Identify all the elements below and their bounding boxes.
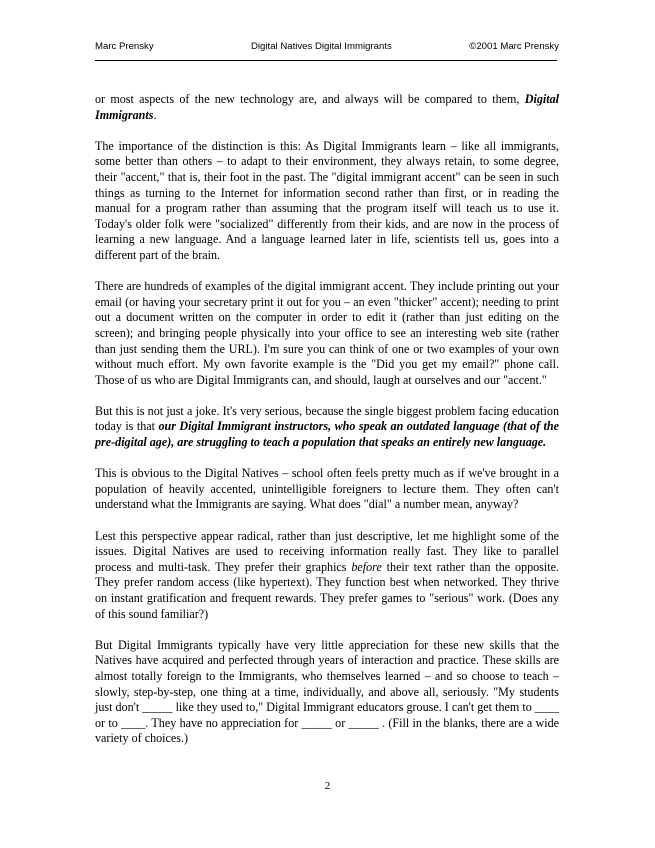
- header-copyright: ©2001 Marc Prensky: [469, 41, 559, 52]
- document-body: [95, 92, 559, 763]
- paragraph-1-text: or most aspects of the new technology are, and always will be compared to them,: [95, 92, 525, 106]
- paragraph-6-emphasis: before: [351, 559, 382, 574]
- paragraph-4: [95, 404, 559, 451]
- paragraph-2: The importance of the distinction is this: As Digital Immigrants learn – like all immigrants, some better than others – to adapt to their environment, they always retain, to some degree, their "accent," that is, their foot in the past. The "digital immigrant accent" can be seen in such things as turning to the Internet for information second rather than first, or in reading the manual for a program rather than assuming that the program itself will teach us to use it. Today's older folk were "socialized" differently from their kids, and are now in the process of learning a new language. And a language learned later in life, scientists tell us, goes into a different part of the brain.: [95, 138, 559, 262]
- paragraph-7: But Digital Immigrants typically have very little appreciation for these new skills that the Natives have acquired and perfected through years of interaction and practice. These skills are almost totally foreign to the Immigrants, who themselves learned – and so choose to teach – slowly, step-by-step, one thing at a time, individually, and above all, seriously. "My students just don't _____ like they used to," Digital Immigrant educators grouse. I can't get them to ____ or to ____. They have no appreciation for _____ or _____ . (Fill in the blanks, there are a wide variety of choices.): [95, 637, 559, 746]
- paragraph-4-text: But this is not just a joke. It's very serious, because the single biggest problem facing education today is that: [95, 403, 559, 434]
- header-divider: [95, 60, 557, 61]
- paragraph-3: There are hundreds of examples of the digital immigrant accent. They include printing out your email (or having your secretary print it out for you – an even "thicker" accent); needing to print out a document written on the computer in order to edit it (rather than just editing on the screen); and bringing people physically into your office to see an interesting web site (rather than just sending them the URL). I'm sure you can think of one or two examples of your own without much effort. My own favorite example is the "Did you get my email?" phone call. Those of us who are Digital Immigrants can, and should, laugh at ourselves and our "accent.": [95, 279, 559, 387]
- page-number: 2: [324, 780, 331, 792]
- paragraph-1: [95, 92, 559, 123]
- paragraph-6: [95, 529, 559, 623]
- paragraph-1-end: .: [153, 107, 157, 122]
- paragraph-4-emphasis: our Digital Immigrant instructors, who speak an outdated language (that of the pre-digital age), are struggling to teach a population that speaks an entirely new language.: [95, 419, 559, 450]
- paragraph-6-after: their text rather than the opposite. They prefer random access (like hypertext). They function best when networked. They thrive on instant gratification and frequent rewards. They prefer games to "serious" work. (Does any of this sound familiar?): [95, 559, 559, 621]
- header-title: Digital Natives Digital Immigrants: [251, 41, 392, 52]
- page-header: [95, 41, 559, 55]
- header-author: Marc Prensky: [95, 41, 154, 52]
- paragraph-1-emphasis: Digital Immigrants: [95, 92, 559, 122]
- paragraph-5: This is obvious to the Digital Natives – school often feels pretty much as if we've brought in a population of heavily accented, unintelligible foreigners to lecture them. They often can't understand what the Immigrants are saying. What does "dial" a number mean, anyway?: [95, 466, 559, 512]
- paragraph-6-before: Lest this perspective appear radical, rather than just descriptive, let me highlight some of the issues. Digital Natives are used to receiving information really fast. They like to parallel process and multi-task. They prefer their graphics: [95, 528, 559, 574]
